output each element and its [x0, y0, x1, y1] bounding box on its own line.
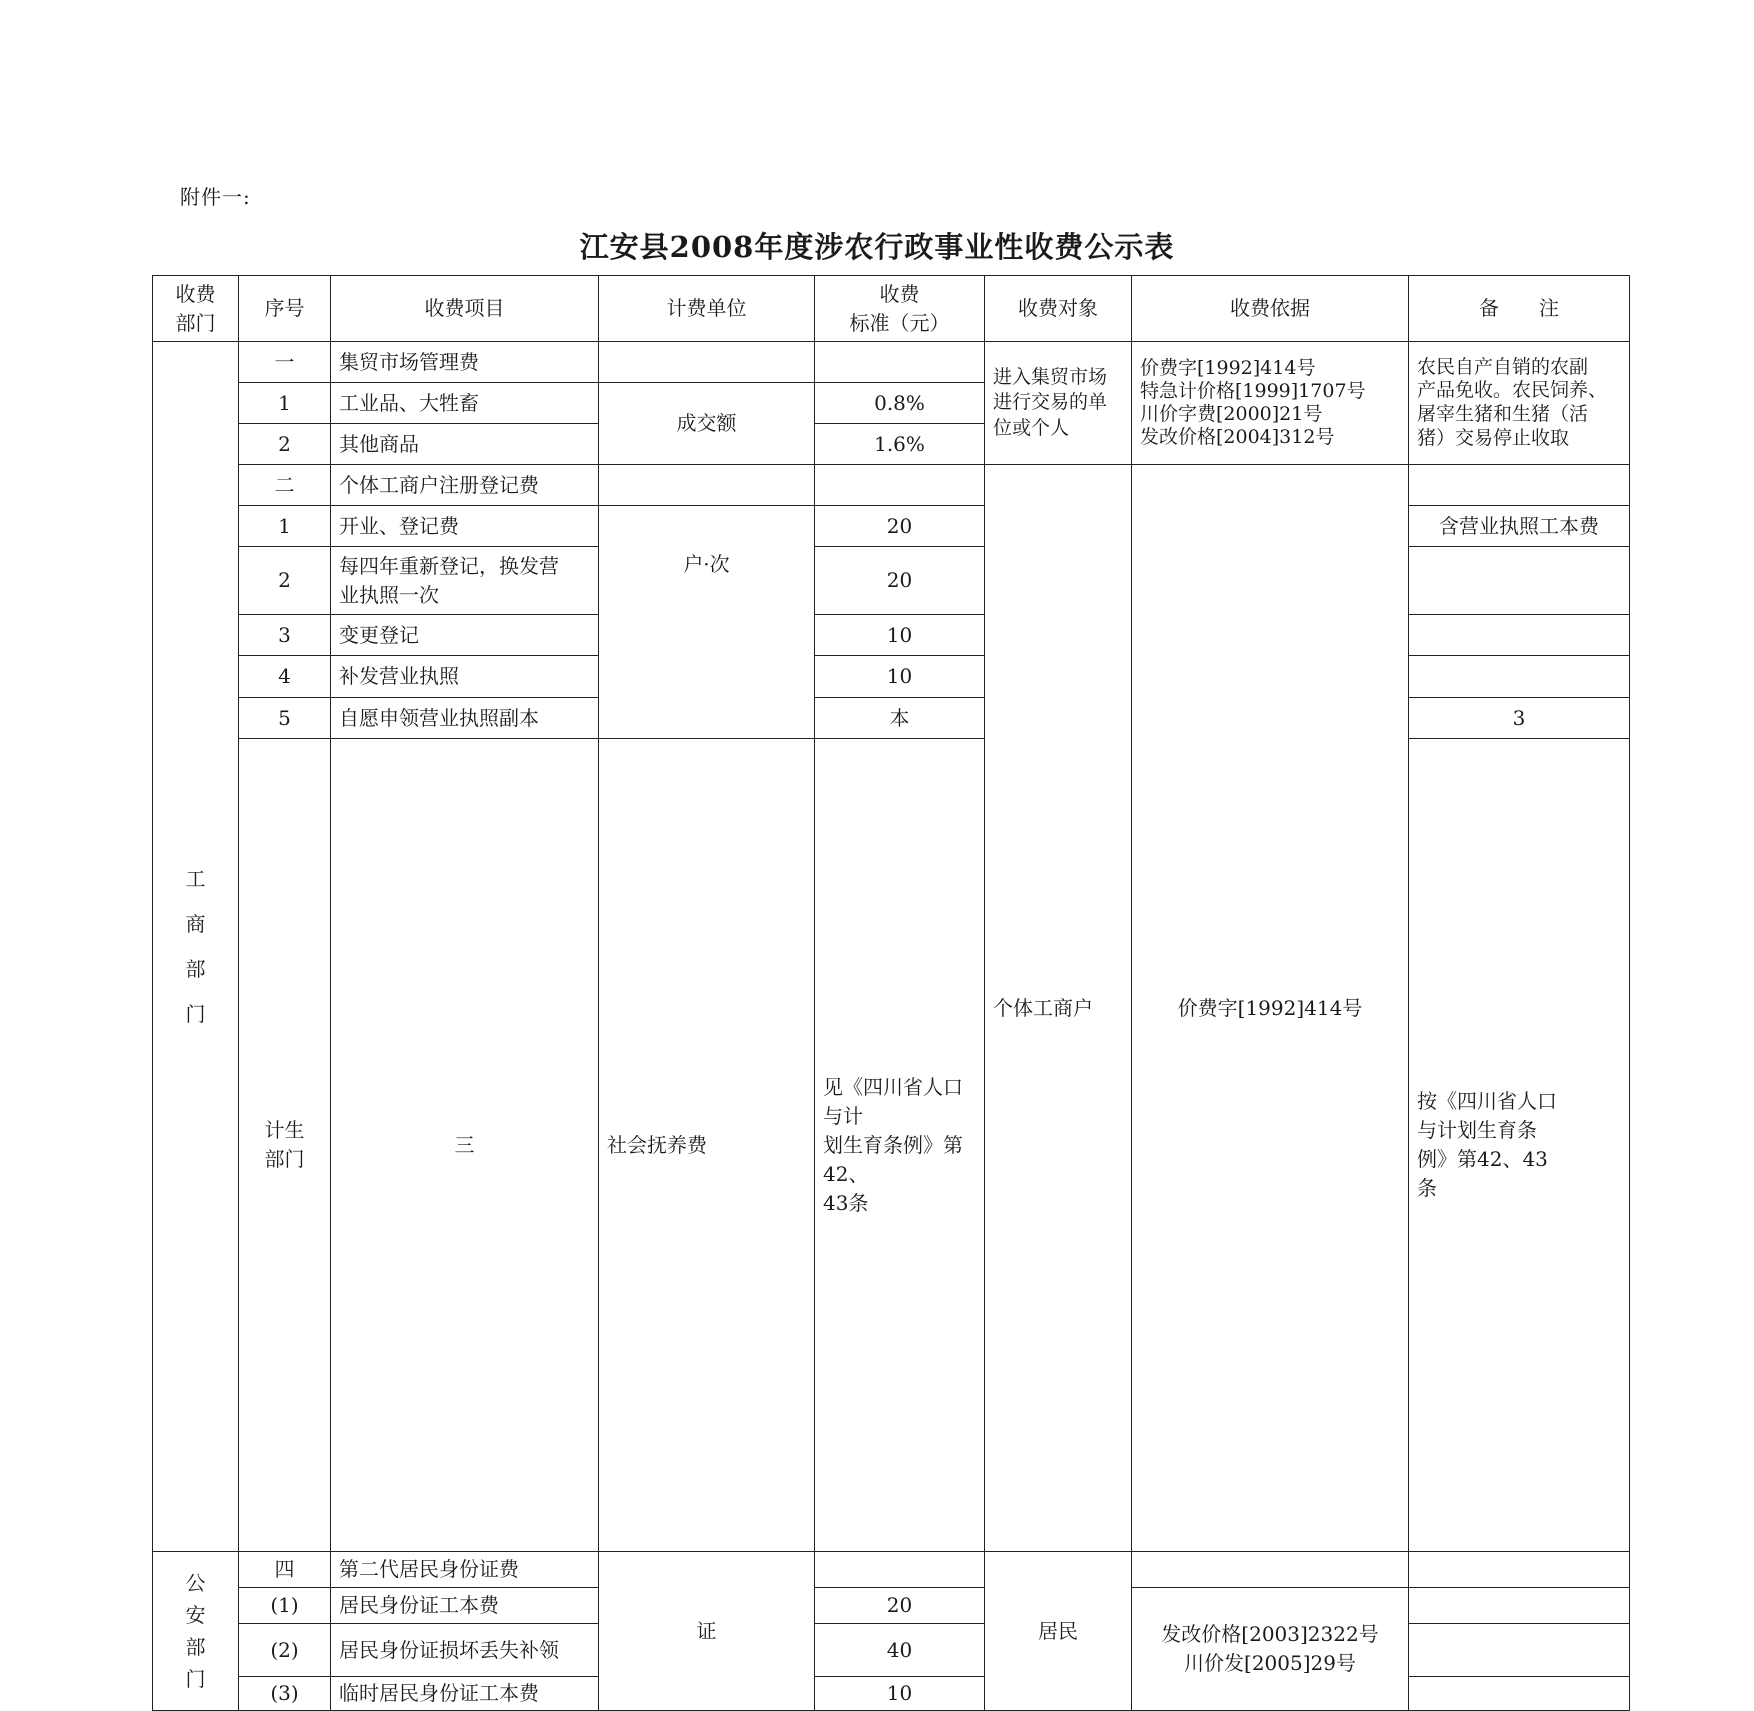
table-row — [153, 656, 1630, 698]
standard-cell: 0.8% — [815, 383, 985, 424]
market-basis: 价费字[1992]414号 特急计价格[1999]1707号 川价字费[2000]21号 发改价格[2004]312号 — [1132, 342, 1409, 465]
seq-cell: (1) — [239, 1588, 331, 1624]
standard-cell — [815, 1552, 985, 1588]
seq-cell: 一 — [239, 342, 331, 383]
remark-cell — [1409, 1588, 1630, 1624]
remark-cell — [1409, 615, 1630, 656]
header-seq: 序号 — [239, 276, 331, 342]
remark-cell — [1409, 656, 1630, 698]
standard-cell: 10 — [815, 1677, 985, 1711]
seq-cell: 二 — [239, 465, 331, 506]
table-row — [153, 1624, 1630, 1677]
unit-cell: 本 — [815, 698, 985, 739]
item-cell: 每四年重新登记，换发营 业执照一次 — [331, 547, 599, 615]
unit-cell — [599, 342, 815, 383]
header-unit: 计费单位 — [599, 276, 815, 342]
dept-industry: 工 商 部 门 — [153, 342, 239, 1552]
market-target: 进入集贸市场 进行交易的单 位或个人 — [985, 342, 1132, 465]
standard-cell: 按《四川省人口 与计划生育条 例》第42、43 条 — [1409, 739, 1630, 1552]
seq-cell: 1 — [239, 383, 331, 424]
item-cell: 其他商品 — [331, 424, 599, 465]
id-card-basis: 发改价格[2003]2322号 川价发[2005]29号 — [1132, 1588, 1409, 1711]
unit-cell: 见《四川省人口与计 划生育条例》第42、 43条 — [815, 739, 985, 1552]
unit-cell — [599, 465, 815, 506]
item-cell: 变更登记 — [331, 615, 599, 656]
standard-cell — [815, 465, 985, 506]
table-header-row — [153, 276, 1630, 342]
remark-cell — [1409, 465, 1630, 506]
household-basis: 价费字[1992]414号 — [1132, 465, 1409, 1552]
market-remark: 农民自产自销的农副 产品免收。农民饲养、 屠宰生猪和生猪（活 猪）交易停止收取 — [1409, 342, 1630, 465]
item-cell: 社会抚养费 — [599, 739, 815, 1552]
standard-cell: 1.6% — [815, 424, 985, 465]
seq-cell: 4 — [239, 656, 331, 698]
seq-cell: 2 — [239, 547, 331, 615]
table-row — [153, 698, 1630, 739]
standard-cell: 20 — [815, 1588, 985, 1624]
remark-cell — [1409, 1677, 1630, 1711]
seq-cell: 3 — [239, 615, 331, 656]
header-target: 收费对象 — [985, 276, 1132, 342]
remark-cell — [1409, 547, 1630, 615]
table-row — [153, 547, 1630, 615]
seq-cell: 1 — [239, 506, 331, 547]
table-row — [153, 465, 1630, 506]
header-item: 收费项目 — [331, 276, 599, 342]
standard-cell: 20 — [815, 506, 985, 547]
attachment-label: 附件一: — [180, 185, 251, 209]
header-standard: 收费 标准（元） — [815, 276, 985, 342]
market-unit: 成交额 — [599, 383, 815, 465]
seq-cell: (2) — [239, 1624, 331, 1677]
standard-cell: 10 — [815, 656, 985, 698]
item-cell: 工业品、大牲畜 — [331, 383, 599, 424]
item-cell: 开业、登记费 — [331, 506, 599, 547]
seq-cell: 2 — [239, 424, 331, 465]
table-row — [153, 739, 1630, 1552]
header-dept: 收费 部门 — [153, 276, 239, 342]
item-cell: 居民身份证损坏丢失补领 — [331, 1624, 599, 1677]
table-row — [153, 1677, 1630, 1711]
dept-police: 公 安 部 门 — [153, 1552, 239, 1711]
item-cell: 自愿申领营业执照副本 — [331, 698, 599, 739]
header-basis: 收费依据 — [1132, 276, 1409, 342]
item-cell: 第二代居民身份证费 — [331, 1552, 599, 1588]
seq-cell: 四 — [239, 1552, 331, 1588]
id-card-unit: 证 — [599, 1552, 815, 1711]
standard-cell: 10 — [815, 615, 985, 656]
household-unit: 户·次 — [599, 506, 815, 739]
table-row — [153, 342, 1630, 383]
item-cell: 居民身份证工本费 — [331, 1588, 599, 1624]
fee-table — [152, 275, 1630, 1711]
item-cell: 个体工商户注册登记费 — [331, 465, 599, 506]
item-cell: 集贸市场管理费 — [331, 342, 599, 383]
table-row — [153, 615, 1630, 656]
standard-cell: 3 — [1409, 698, 1630, 739]
page-title: 江安县2008年度涉农行政事业性收费公示表 — [579, 230, 1175, 264]
table-row — [153, 506, 1630, 547]
remark-cell — [1409, 1624, 1630, 1677]
basis-cell — [1132, 1552, 1409, 1588]
remark-cell — [1409, 1552, 1630, 1588]
standard-cell: 40 — [815, 1624, 985, 1677]
seq-cell: 5 — [239, 698, 331, 739]
standard-cell — [815, 342, 985, 383]
table-row — [153, 1552, 1630, 1588]
item-cell: 补发营业执照 — [331, 656, 599, 698]
header-remark: 备 注 — [1409, 276, 1630, 342]
seq-cell: (3) — [239, 1677, 331, 1711]
household-target: 个体工商户 — [985, 465, 1132, 1552]
item-cell: 临时居民身份证工本费 — [331, 1677, 599, 1711]
table-row — [153, 1588, 1630, 1624]
id-card-target: 居民 — [985, 1552, 1132, 1711]
remark-cell: 含营业执照工本费 — [1409, 506, 1630, 547]
dept-family: 计生 部门 — [239, 739, 331, 1552]
seq-cell: 三 — [331, 739, 599, 1552]
standard-cell: 20 — [815, 547, 985, 615]
